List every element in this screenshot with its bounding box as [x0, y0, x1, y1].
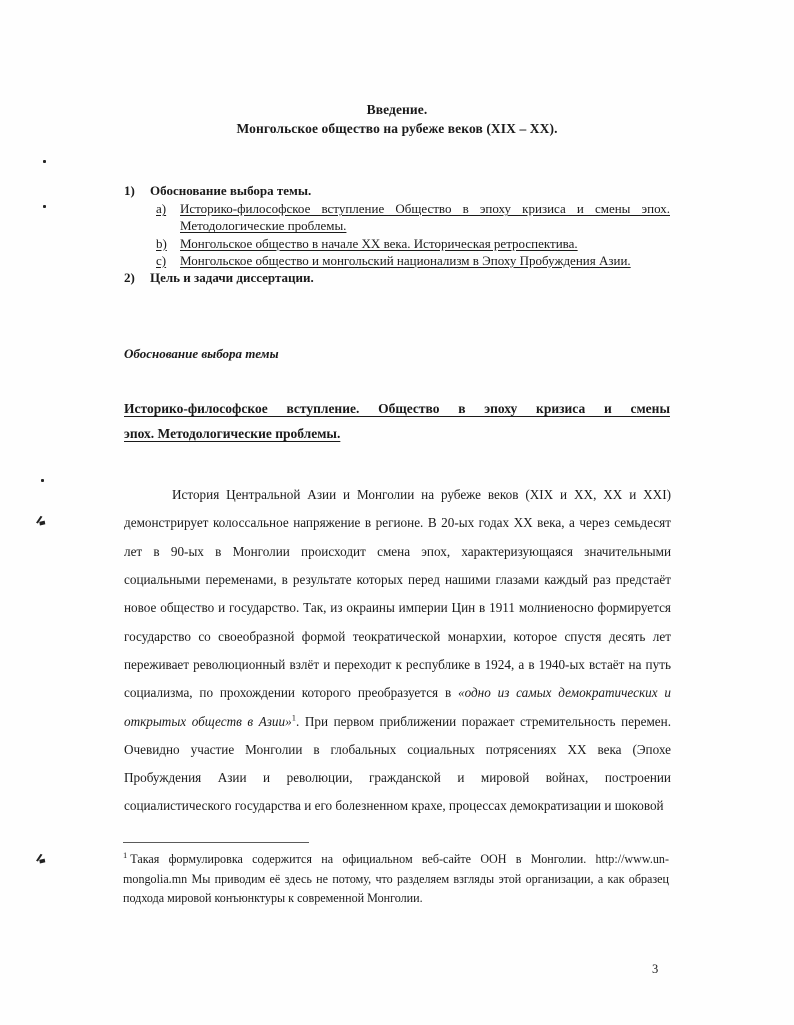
outline-item-2-marker: 2) [124, 270, 135, 286]
outline-subitem-b-label: Монгольское общество в начале XX века. Историческая ретроспектива. [180, 235, 578, 251]
section-heading [124, 396, 670, 446]
outline-item-1 [124, 182, 670, 199]
footnote-number: 1 [123, 849, 128, 860]
outline-subitem-c-label: Монгольское общество и монгольский национализм в Эпоху Пробуждения Азии. [180, 252, 631, 268]
footnote-reference-marker: 1 [291, 712, 296, 723]
footnote-separator-rule [123, 842, 309, 843]
outline-item-1-marker: 1) [124, 183, 135, 198]
body-quote-italic: «одно из самых демократических и открытых обществ в Азии» [124, 685, 671, 729]
scan-artifact-tick-2 [36, 854, 49, 864]
outline-subitem-a-marker: a) [156, 201, 167, 217]
outline-subitem-a-label: Историко-философское вступление Общество в эпоху кризиса и смены эпох. Методологические проблемы. [180, 201, 670, 234]
body-text-part-1: История Центральной Азии и Монголии на рубеже веков (XIX и XX, XX и XXI) демонстрирует колоссальное напряжение в регионе. В 20-ых годах XX века, а через семьдесят лет в 90-ых в Монголии происходит смена эпох, характеризующаяся значительными социальными переменами, в результате которых перед нашими глазами каждый раз предстаёт новое общество и государство. Так, из окраины империи Цин в 1911 молниеносно формируется государство со своеобразной формой теократической монархии, которое спустя десять лет переживает революционный взлёт и переходит к республике в 1924, а в 1940-ых встаёт на путь социализма, по прохождении которого преобразуется в [124, 487, 671, 701]
section-caption: Обоснование выбора темы [124, 346, 279, 361]
title-line-1: Введение. [366, 102, 428, 117]
outline-subitem-c-marker: c) [156, 252, 167, 268]
outline-subitem-b [156, 235, 670, 252]
scan-artifact-tick-1 [36, 516, 49, 526]
outline-subitem-b-marker: b) [156, 235, 167, 251]
scan-artifact-dot-2 [43, 205, 46, 208]
title-line-2: Монгольское общество на рубеже веков (XIX – XX). [236, 121, 558, 136]
outline-list [124, 182, 670, 287]
footnote-text: Такая формулировка содержится на официальном веб-сайте ООН в Монголии. http://www.un-mongolia.mn Мы приводим её здесь не потому, что разделяем взгляды этой организации, а как образец подхода мировой конъюнктуры к современной Монголии. [123, 852, 669, 905]
scan-artifact-dot-3 [41, 479, 44, 482]
body-paragraph [124, 481, 671, 821]
scan-artifact-dot-1 [43, 160, 46, 163]
body-text-part-2: . При первом приближении поражает стремительность перемен. Очевидно участие Монголии в глобальных социальных потрясениях XX века (Эпохе Пробуждения Азии и революции, гражданской и мировой войнах, построении социалистического государства и его болезненном крахе, процессах демократизации и шоковой [124, 713, 671, 814]
outline-subitem-c [156, 252, 670, 269]
footnote-block [123, 850, 669, 909]
section-heading-line-2: эпох. Методологические проблемы. [124, 426, 341, 441]
section-heading-line-1: Историко-философское вступление. Общество в эпоху кризиса и смены [124, 401, 670, 416]
outline-item-2 [124, 269, 670, 286]
outline-item-2-label: Цель и задачи диссертации. [150, 270, 314, 286]
outline-subitem-a [156, 200, 670, 234]
page-title [124, 100, 670, 138]
page-number: 3 [652, 962, 659, 976]
outline-item-1-label: Обоснование выбора темы. [150, 183, 312, 198]
outline-sublist [156, 200, 670, 269]
